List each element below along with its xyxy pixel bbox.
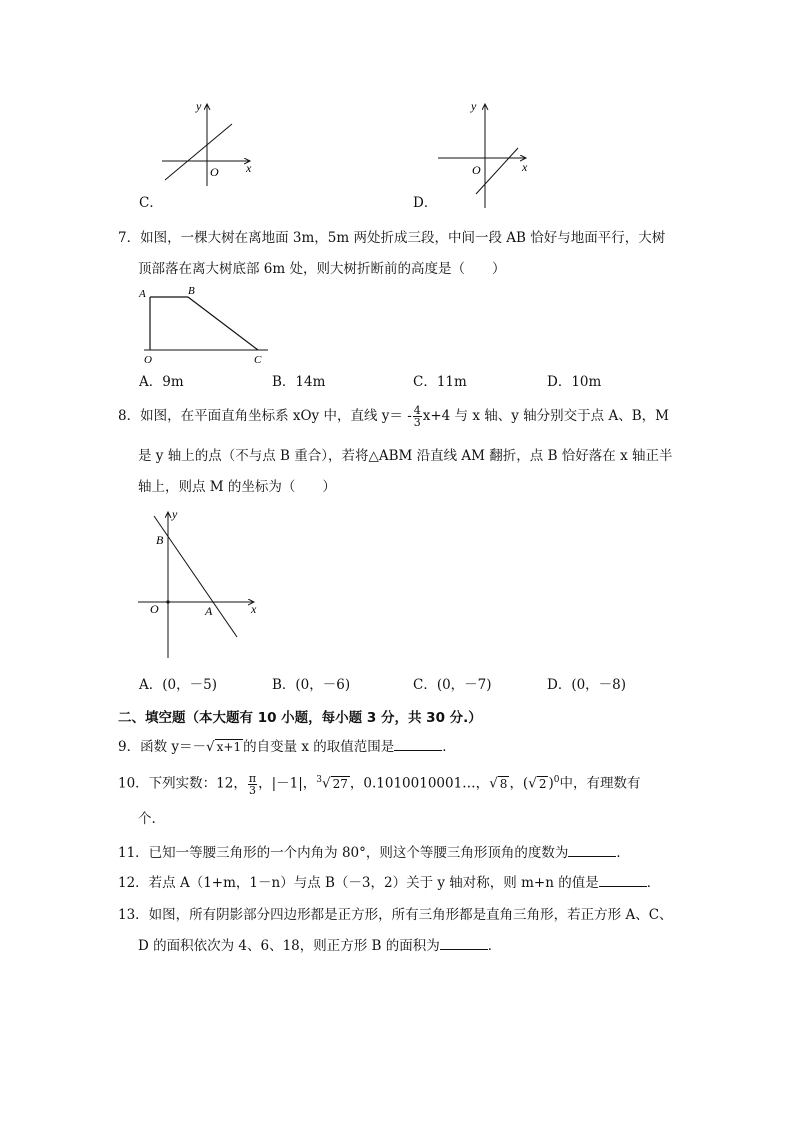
q8-fraction — [413, 405, 422, 428]
q7-label-c: C — [254, 354, 262, 366]
q6-option-d: D． — [413, 195, 438, 211]
q10-sqrt2-sign: √ — [528, 775, 537, 792]
q6-graph-c — [150, 96, 265, 186]
q8-line1-pre: 8．如图，在平面直角坐标系 xOy 中，直线 y＝ - — [118, 408, 412, 424]
q9-end: ． — [442, 739, 456, 755]
q10-cuberoot-index: 3 — [316, 775, 323, 785]
q11-body: 11．已知一等腰三角形的一个内角为 80°，则这个等腰三角形顶角的度数为 — [118, 845, 569, 861]
q10-text-line1: 10．下列实数：12， $\frac{\pi}{3}$ ，|－1|，$^3$√ 27 ，0.1010010001…，√ 8 ，(√ 2 )$^0$中，有理数有 — [118, 771, 641, 797]
q9-post: 的自变量 x 的取值范围是 — [243, 739, 395, 755]
q6c-x-label: x — [246, 161, 252, 175]
q8-frac-num: 4 — [413, 404, 421, 417]
q8-text-line1 — [118, 405, 669, 428]
q10-mid1: ，|－1|， — [258, 775, 317, 792]
q10-sqrt8-val: 8 — [499, 776, 508, 791]
q6d-x-label: x — [522, 160, 528, 174]
q6-graph-d — [430, 96, 540, 208]
q9-pre: 9．函数 y＝－ — [118, 739, 207, 755]
q10-post: 中，有理数有 — [559, 775, 641, 792]
q10-text-line2 — [138, 809, 156, 829]
q10-power: 0 — [553, 775, 560, 785]
q8-label-x: x — [251, 602, 257, 616]
q8-line1-post: x+4 与 x 轴、y 轴分别交于点 A、B，M — [422, 408, 669, 424]
q12-answer-blank[interactable] — [599, 872, 647, 887]
q13-answer-blank[interactable] — [440, 935, 488, 950]
q7-diagram — [136, 283, 276, 371]
q11-end: ． — [616, 845, 630, 861]
q10-mid3: ，( — [509, 775, 529, 792]
q8-option-a: A．(0，－5) — [139, 677, 217, 693]
q7-text-line2: 顶部落在离大树底部 6m 处，则大树折断前的高度是（ ） — [138, 261, 506, 277]
q7-option-c: C．11m — [413, 374, 467, 390]
q11-text — [118, 842, 630, 863]
section2-heading: 二、填空题（本大题有 10 小题，每小题 3 分，共 30 分.） — [118, 710, 482, 726]
q7-option-b: B．14m — [272, 374, 326, 390]
q9-radical-sign: √ — [206, 739, 215, 755]
q7-label-b: B — [188, 285, 195, 297]
q8-option-c: C．(0，－7) — [413, 677, 492, 693]
q10-pi-fraction — [248, 773, 257, 796]
q10-pi-den: 3 — [248, 783, 256, 797]
q13-end: ． — [487, 938, 502, 954]
q6c-origin-label: O — [210, 165, 219, 179]
q6-option-c: C． — [139, 195, 163, 211]
q6d-y-label: y — [471, 99, 477, 113]
q12-end: ． — [646, 875, 661, 891]
q9-answer-blank[interactable] — [394, 736, 442, 751]
q8-frac-den: 3 — [413, 416, 421, 429]
q9-text — [118, 736, 456, 757]
q8-diagram — [134, 504, 264, 660]
q8-label-y: y — [172, 507, 178, 521]
q8-option-b: B．(0，－6) — [272, 677, 351, 693]
q8-label-o: O — [150, 602, 159, 616]
q8-text-line3: 轴上，则点 M 的坐标为（ ） — [138, 479, 336, 495]
q8-text-line2: 是 y 轴上的点（不与点 B 重合），若将△ABM 沿直线 AM 翻折，点 B 恰好落在 x 轴正半 — [138, 448, 673, 464]
q7-label-o: O — [144, 354, 152, 366]
q10-pi-num: π — [248, 771, 257, 785]
q10-cuberoot-sign: √ — [322, 775, 331, 792]
q6c-y-label: y — [196, 99, 202, 113]
q10-sqrt8-sign: √ — [489, 775, 498, 792]
q8-label-a: A — [205, 604, 213, 618]
q13-text-line2 — [138, 935, 501, 956]
q8-label-b: B — [156, 533, 164, 547]
q13-line2: D 的面积依次为 4、6、18，则正方形 B 的面积为 — [138, 938, 440, 954]
q12-text — [118, 872, 660, 893]
q10-sqrt2-val: 2 — [538, 776, 547, 791]
q9-radicand: x+1 — [216, 740, 242, 754]
q8-option-d: D．(0，－8) — [547, 677, 627, 693]
q10-line2: 个. — [138, 811, 156, 827]
q7-label-a: A — [139, 288, 146, 300]
q10-mid2: ，0.1010010001…， — [349, 775, 490, 792]
q10-cuberoot-val: 27 — [332, 776, 348, 791]
q7-text-line1: 7．如图，一棵大树在离地面 3m，5m 两处折成三段，中间一段 AB 恰好与地面平行，大树 — [118, 230, 666, 246]
q7-option-d: D．10m — [547, 374, 602, 390]
q12-body: 12．若点 A（1+m，1－n）与点 B（－3，2）关于 y 轴对称，则 m+n 的值是 — [118, 875, 599, 891]
q10-pre: 10．下列实数：12， — [118, 775, 247, 792]
q6d-origin-label: O — [472, 163, 481, 177]
q11-answer-blank[interactable] — [568, 842, 616, 857]
q7-option-a: A．9m — [139, 374, 184, 390]
q13-text-line1: 13．如图，所有阴影部分四边形都是正方形，所有三角形都是直角三角形，若正方形 A、C、 — [118, 907, 673, 923]
